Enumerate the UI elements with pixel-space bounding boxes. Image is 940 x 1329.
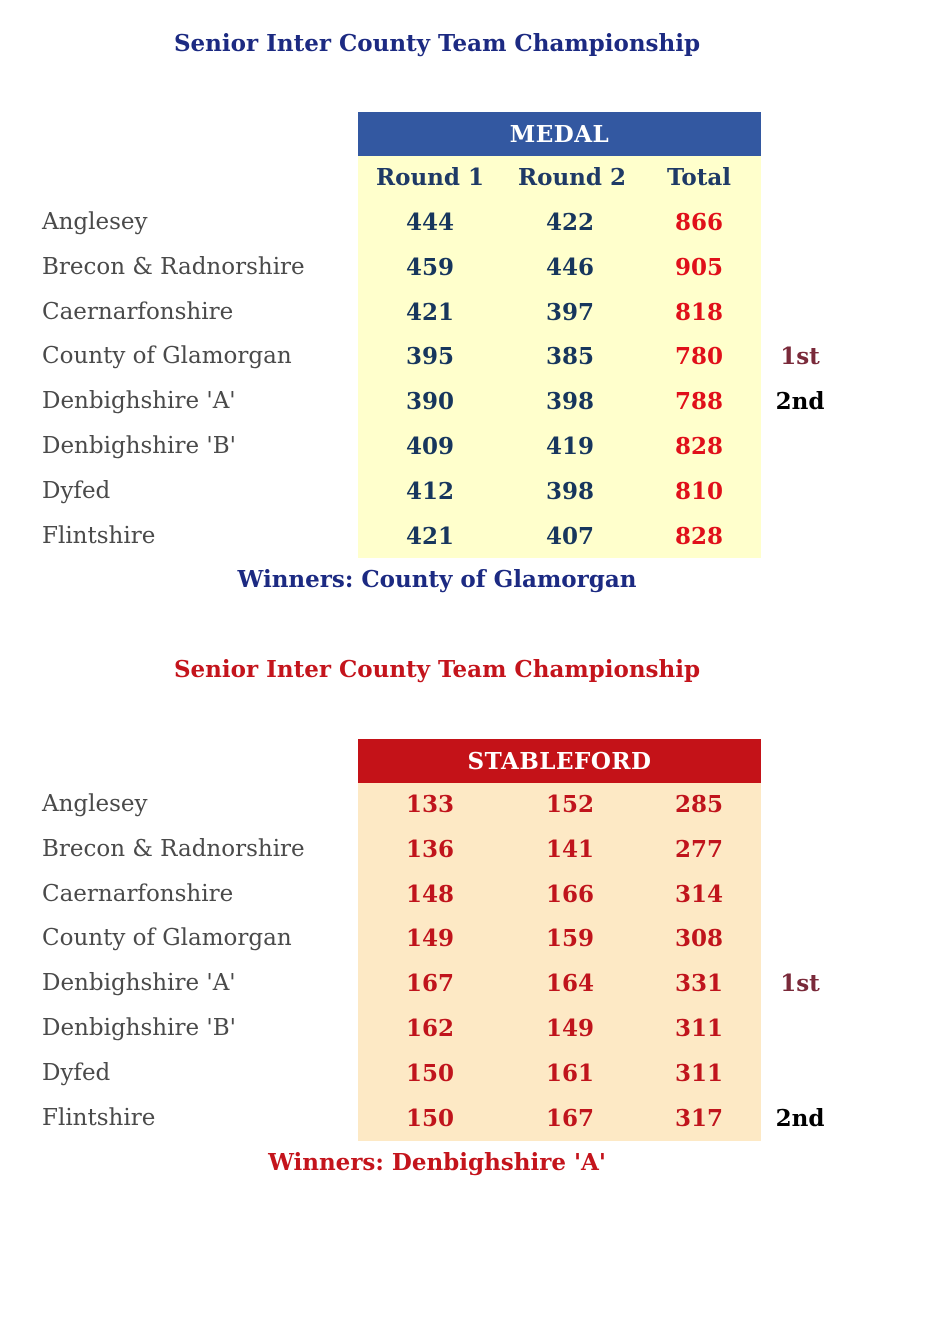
county-name: Flintshire xyxy=(42,1104,156,1131)
table-row xyxy=(0,337,940,382)
round-2-score: 159 xyxy=(545,925,594,953)
column-total: Total xyxy=(666,164,732,191)
round-2-score: 141 xyxy=(545,835,594,863)
placing-badge: 2nd xyxy=(775,1104,825,1132)
table-row xyxy=(0,427,940,472)
table-row xyxy=(0,1099,940,1144)
placing-badge: 2nd xyxy=(775,388,825,416)
medal-title: Senior Inter County Team Championship xyxy=(173,30,701,57)
county-name: Brecon & Radnorshire xyxy=(42,835,305,862)
round-2-score: 149 xyxy=(545,1015,594,1042)
round-1-score: 395 xyxy=(405,343,454,371)
total-score: 285 xyxy=(674,791,723,818)
round-2-score: 422 xyxy=(545,209,594,236)
column-round-2: Round 2 xyxy=(518,164,626,191)
column-round-1: Round 1 xyxy=(376,164,484,191)
round-1-score: 149 xyxy=(405,925,454,953)
total-score: 331 xyxy=(674,970,723,998)
medal-header: MEDAL xyxy=(358,112,761,156)
round-2-score: 161 xyxy=(545,1059,594,1087)
county-name: Anglesey xyxy=(42,791,148,817)
round-1-score: 148 xyxy=(405,880,454,908)
total-score: 780 xyxy=(674,343,723,371)
round-1-score: 167 xyxy=(405,970,454,998)
county-name: Dyfed xyxy=(42,1059,111,1086)
round-2-score: 167 xyxy=(545,1104,594,1132)
round-2-score: 166 xyxy=(545,880,594,908)
county-name: Denbighshire 'B' xyxy=(42,1015,236,1041)
county-name: County of Glamorgan xyxy=(42,925,292,952)
total-score: 314 xyxy=(674,880,723,908)
table-row xyxy=(0,785,940,830)
round-1-score: 409 xyxy=(405,433,454,460)
table-row xyxy=(0,203,940,248)
total-score: 866 xyxy=(674,209,723,236)
county-name: Denbighshire 'A' xyxy=(42,388,236,415)
county-name: County of Glamorgan xyxy=(42,343,292,370)
total-score: 828 xyxy=(674,522,723,550)
table-row xyxy=(0,293,940,338)
table-row xyxy=(0,875,940,920)
round-2-score: 152 xyxy=(545,791,594,818)
table-row xyxy=(0,517,940,562)
table-row xyxy=(0,1009,940,1054)
round-1-score: 390 xyxy=(405,388,454,416)
county-name: Brecon & Radnorshire xyxy=(42,253,305,280)
round-2-score: 398 xyxy=(545,388,594,416)
total-score: 317 xyxy=(674,1104,723,1132)
round-2-score: 398 xyxy=(545,477,594,505)
round-2-score: 385 xyxy=(545,343,594,371)
round-1-score: 136 xyxy=(405,835,454,863)
placing-badge: 1st xyxy=(780,343,820,371)
county-name: Caernarfonshire xyxy=(42,880,234,907)
round-1-score: 412 xyxy=(405,477,454,505)
county-name: Denbighshire 'A' xyxy=(42,970,236,997)
county-name: Denbighshire 'B' xyxy=(42,433,236,459)
table-row xyxy=(0,382,940,427)
total-score: 905 xyxy=(674,253,723,281)
total-score: 308 xyxy=(674,925,723,953)
table-row xyxy=(0,1054,940,1099)
total-score: 311 xyxy=(674,1015,723,1042)
round-1-score: 150 xyxy=(405,1059,454,1087)
total-score: 788 xyxy=(674,388,723,416)
round-1-score: 421 xyxy=(405,298,454,326)
county-name: Anglesey xyxy=(42,209,148,235)
round-2-score: 164 xyxy=(545,970,594,998)
stableford-title: Senior Inter County Team Championship xyxy=(173,656,701,683)
table-row xyxy=(0,248,940,293)
table-row xyxy=(0,964,940,1009)
county-name: Dyfed xyxy=(42,477,111,504)
placing-badge: 1st xyxy=(780,970,820,998)
round-2-score: 446 xyxy=(545,253,594,281)
county-name: Flintshire xyxy=(42,522,156,549)
stableford-winners: Winners: Denbighshire 'A' xyxy=(268,1149,606,1176)
round-1-score: 133 xyxy=(405,791,454,818)
total-score: 810 xyxy=(674,477,723,505)
round-2-score: 419 xyxy=(545,433,594,460)
total-score: 311 xyxy=(674,1059,723,1087)
stableford-header: STABLEFORD xyxy=(358,739,761,783)
table-row xyxy=(0,919,940,964)
round-1-score: 459 xyxy=(405,253,454,281)
round-1-score: 162 xyxy=(405,1015,454,1042)
total-score: 277 xyxy=(674,835,723,863)
round-1-score: 150 xyxy=(405,1104,454,1132)
round-2-score: 407 xyxy=(545,522,594,550)
table-row xyxy=(0,830,940,875)
round-2-score: 397 xyxy=(545,298,594,326)
medal-winners: Winners: County of Glamorgan xyxy=(237,566,637,593)
table-row xyxy=(0,472,940,517)
total-score: 818 xyxy=(674,298,723,326)
total-score: 828 xyxy=(674,433,723,460)
county-name: Caernarfonshire xyxy=(42,298,234,325)
round-1-score: 421 xyxy=(405,522,454,550)
round-1-score: 444 xyxy=(405,209,454,236)
